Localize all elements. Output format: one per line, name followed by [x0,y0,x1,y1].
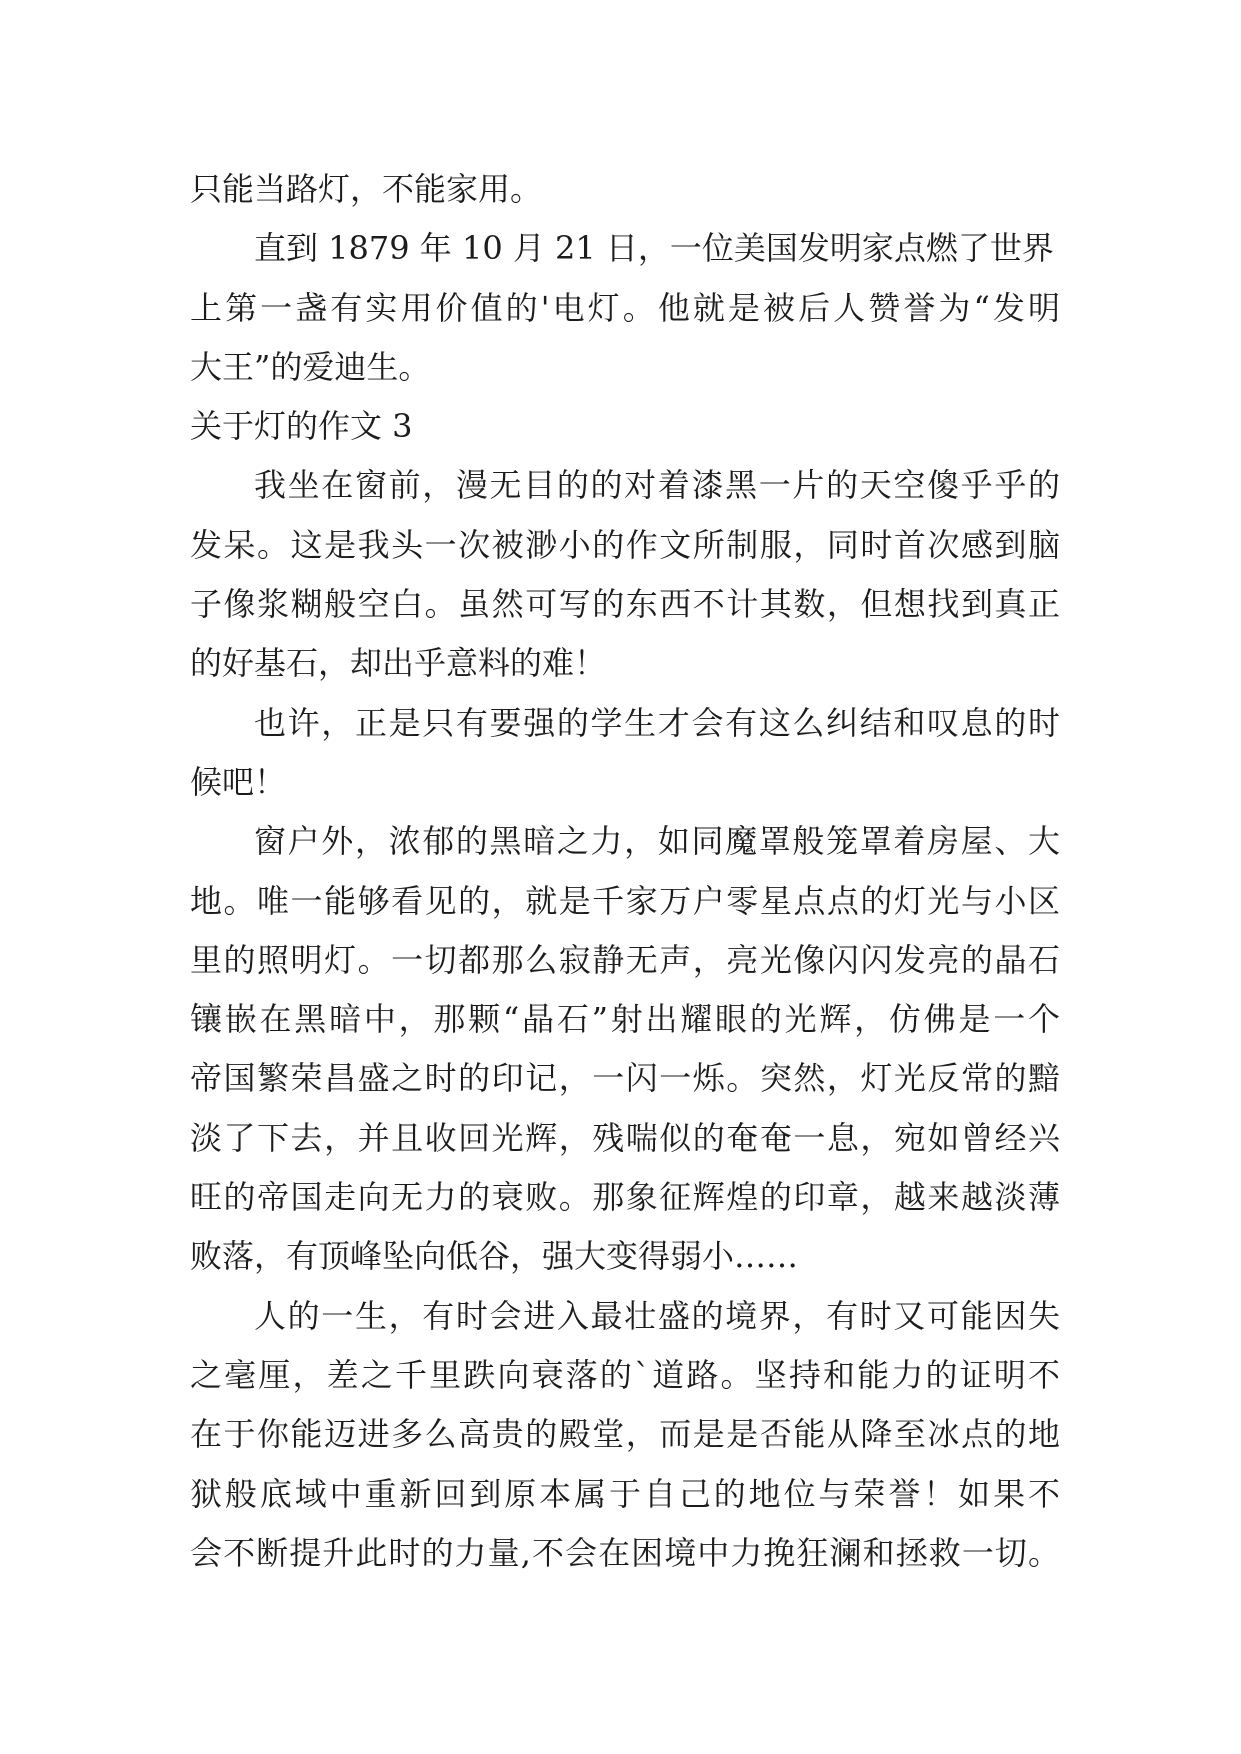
text-line: 大王”的爱迪生。 [190,347,431,386]
text-line: 旺的帝国走向无力的衰败。那象征辉煌的印章，越来越淡薄 [190,1178,1060,1217]
text-line: 发呆。这是我头一次被渺小的作文所制服，同时首次感到脑 [190,525,1060,564]
text-line: 地。唯一能够看见的，就是千家万户零星点点的灯光与小区 [190,881,1060,920]
text-line: 里的照明灯。一切都那么寂静无声，亮光像闪闪发亮的晶石 [190,940,1060,979]
text-line: 在于你能迈进多么高贵的殿堂，而是是否能从降至冰点的地 [190,1415,1060,1454]
text-line: 只能当路灯，不能家用。 [190,170,543,208]
text-line: 淡了下去，并且收回光辉，残喘似的奄奄一息，宛如曾经兴 [190,1118,1060,1157]
text-line: 帝国繁荣昌盛之时的印记，一闪一烁。突然，灯光反常的黯 [190,1059,1060,1098]
paragraph-first-line: 窗户外，浓郁的黑暗之力，如同魔罩般笼罩着房屋、大 [254,822,1060,861]
text-line: 镶嵌在黑暗中，那颗“晶石”射出耀眼的光辉，仿佛是一个 [190,1000,1060,1039]
paragraph-first-line: 也许，正是只有要强的学生才会有这么纠结和叹息的时 [254,703,1060,742]
section-heading: 关于灯的作文 3 [190,407,413,446]
text-line: 候吧！ [190,762,287,801]
text-line: 子像浆糊般空白。虽然可写的东西不计其数，但想找到真正 [190,585,1060,624]
text-line: 会不断提升此时的力量,不会在困境中力挽狂澜和拯救一切。 [190,1533,1060,1572]
paragraph-first-line: 直到 1879 年 10 月 21 日，一位美国发明家点燃了世界 [254,229,1054,268]
document-body [190,160,1060,1583]
text-line: 狱般底域中重新回到原本属于自己的地位与荣誉！如果不 [190,1474,1060,1513]
text-line: 之毫厘，差之千里跌向衰落的`道路。坚持和能力的证明不 [190,1355,1060,1394]
text-line: 的好基石，却出乎意料的难！ [190,644,607,683]
text-line: 上第一盏有实用价值的'电灯。他就是被后人赞誉为“发明 [190,288,1060,327]
paragraph-first-line: 人的一生，有时会进入最壮盛的境界，有时又可能因失 [254,1296,1060,1335]
text-line: 败落，有顶峰坠向低谷，强大变得弱小…… [190,1237,799,1276]
paragraph-first-line: 我坐在窗前，漫无目的的对着漆黑一片的天空傻乎乎的 [254,466,1060,505]
